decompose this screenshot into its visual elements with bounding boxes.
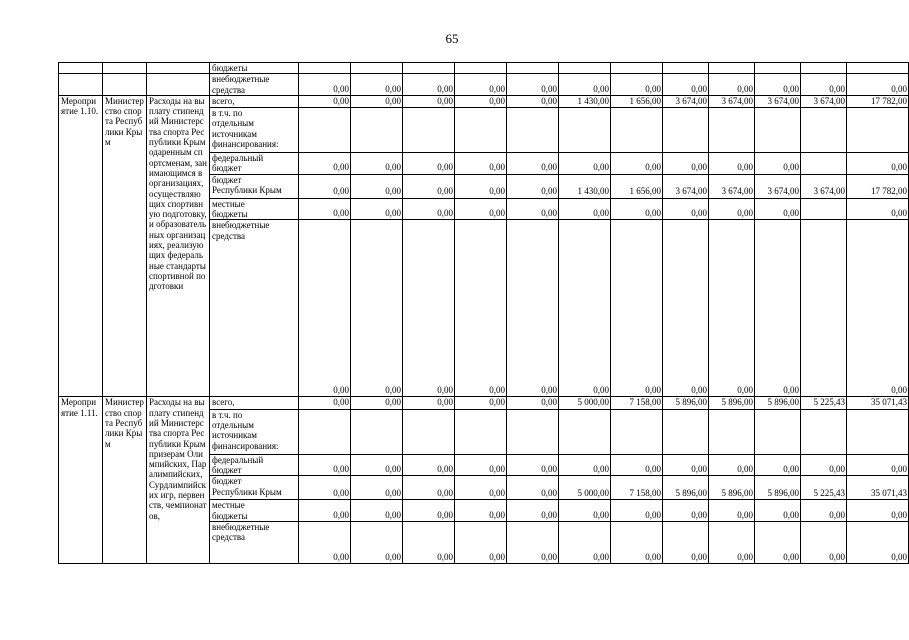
source-text: всего, <box>212 95 235 106</box>
source-text: федеральный бюджет <box>212 454 264 475</box>
value-cell: 0,00 <box>801 454 847 476</box>
source-cell <box>210 220 299 397</box>
source-cell <box>210 409 299 454</box>
value-cell: 0,00 <box>801 500 847 522</box>
value-cell: 0,00 <box>351 500 403 522</box>
value-cell: 0,00 <box>351 454 403 476</box>
value-cell: 0,00 <box>455 220 507 397</box>
measure-label: Мероприятие 1.10. <box>59 95 103 396</box>
value-cell: 0,00 <box>611 153 663 175</box>
value-cell: 0,00 <box>455 74 507 96</box>
value-cell: 0,00 <box>507 521 559 563</box>
value-cell: 0,00 <box>801 74 847 96</box>
table-body <box>59 63 909 564</box>
value-cell: 0,00 <box>455 521 507 563</box>
value-cell: 0,00 <box>403 397 455 409</box>
source-cell <box>210 108 299 153</box>
value-cell: 0,00 <box>299 220 351 397</box>
value-cell: 0,00 <box>351 476 403 500</box>
value-cell <box>611 63 663 74</box>
value-cell: 17 782,00 <box>847 174 909 198</box>
table-row <box>59 74 909 96</box>
value-cell: 0,00 <box>507 74 559 96</box>
value-cell: 5 896,00 <box>663 476 709 500</box>
value-cell: 1 430,00 <box>559 174 611 198</box>
value-cell: 0,00 <box>351 174 403 198</box>
value-cell: 0,00 <box>507 476 559 500</box>
value-cell: 0,00 <box>507 397 559 409</box>
value-cell: 0,00 <box>299 153 351 175</box>
value-cell <box>709 409 755 454</box>
value-cell: 0,00 <box>507 220 559 397</box>
value-cell: 0,00 <box>611 220 663 397</box>
value-cell: 0,00 <box>847 74 909 96</box>
value-cell <box>801 63 847 74</box>
value-cell: 0,00 <box>351 74 403 96</box>
value-cell <box>455 108 507 153</box>
value-cell: 5 896,00 <box>709 476 755 500</box>
empty-cell <box>59 74 103 96</box>
value-cell: 0,00 <box>663 153 709 175</box>
source-text: федеральный бюджет <box>212 153 264 174</box>
source-cell <box>210 500 299 522</box>
value-cell: 0,00 <box>455 153 507 175</box>
value-cell <box>755 63 801 74</box>
table-row <box>59 95 909 107</box>
value-cell: 0,00 <box>507 95 559 107</box>
empty-cell <box>59 63 103 74</box>
value-cell: 0,00 <box>847 220 909 397</box>
value-cell: 0,00 <box>455 476 507 500</box>
value-cell: 0,00 <box>611 454 663 476</box>
value-cell: 0,00 <box>403 500 455 522</box>
value-cell: 0,00 <box>755 198 801 220</box>
value-cell: 0,00 <box>351 521 403 563</box>
value-cell: 0,00 <box>559 74 611 96</box>
measure-executor: Министерство спорта Республики Крым <box>103 397 147 563</box>
source-cell <box>210 397 299 409</box>
value-cell: 5 000,00 <box>559 476 611 500</box>
value-cell: 0,00 <box>455 198 507 220</box>
value-cell: 17 782,00 <box>847 95 909 107</box>
source-cell <box>210 454 299 476</box>
value-cell: 5 000,00 <box>559 397 611 409</box>
value-cell: 0,00 <box>507 153 559 175</box>
measure-description: Расходы на выплату стипендий Министерства спорта Республики Крым призерам Олимпийских, Паралимпийских, Сурдлимпийских игр, первенств, чемпионатов, <box>147 397 210 563</box>
value-cell <box>351 63 403 74</box>
value-cell <box>663 63 709 74</box>
value-cell: 7 158,00 <box>611 397 663 409</box>
source-cell <box>210 521 299 563</box>
source-text: внебюджетные средства <box>212 521 270 543</box>
value-cell: 0,00 <box>455 174 507 198</box>
value-cell: 3 674,00 <box>709 95 755 107</box>
value-cell: 0,00 <box>611 521 663 563</box>
source-cell <box>210 198 299 220</box>
value-cell: 0,00 <box>403 521 455 563</box>
source-text: бюджет Республики Крым <box>212 476 282 497</box>
value-cell: 0,00 <box>403 95 455 107</box>
value-cell: 0,00 <box>755 74 801 96</box>
value-cell: 3 674,00 <box>709 174 755 198</box>
value-cell: 0,00 <box>663 74 709 96</box>
value-cell: 5 896,00 <box>755 476 801 500</box>
source-cell <box>210 476 299 500</box>
value-cell: 0,00 <box>299 174 351 198</box>
value-cell <box>507 409 559 454</box>
value-cell: 0,00 <box>559 500 611 522</box>
value-cell: 0,00 <box>559 454 611 476</box>
value-cell: 0,00 <box>299 521 351 563</box>
value-cell <box>403 409 455 454</box>
value-cell: 0,00 <box>351 198 403 220</box>
source-text: всего, <box>212 397 235 408</box>
value-cell: 0,00 <box>709 74 755 96</box>
value-cell: 0,00 <box>403 220 455 397</box>
measure-description: Расходы на выплату стипендий Министерства спорта Республики Крым одаренным спортсменам, занимающимся в организациях, осуществляющих спортивную подготовку, и образовательных организациях, реализующих федеральные стандарты спортивной подготовки <box>147 95 210 396</box>
value-cell: 0,00 <box>755 454 801 476</box>
value-cell <box>611 108 663 153</box>
measure-label: Мероприятие 1.11. <box>59 397 103 563</box>
value-cell <box>801 220 847 397</box>
value-cell: 0,00 <box>559 521 611 563</box>
value-cell: 0,00 <box>507 500 559 522</box>
value-cell: 0,00 <box>507 198 559 220</box>
source-cell <box>210 63 299 74</box>
value-cell <box>611 409 663 454</box>
value-cell: 0,00 <box>507 454 559 476</box>
value-cell: 0,00 <box>663 454 709 476</box>
value-cell: 0,00 <box>351 397 403 409</box>
value-cell: 0,00 <box>755 500 801 522</box>
value-cell: 35 071,43 <box>847 397 909 409</box>
budget-table <box>58 62 909 564</box>
source-text: местные бюджеты <box>212 500 248 521</box>
value-cell <box>299 63 351 74</box>
value-cell: 0,00 <box>351 95 403 107</box>
value-cell <box>709 108 755 153</box>
value-cell <box>403 63 455 74</box>
value-cell <box>299 108 351 153</box>
value-cell <box>801 153 847 175</box>
value-cell <box>559 108 611 153</box>
empty-cell <box>147 63 210 74</box>
value-cell: 0,00 <box>709 220 755 397</box>
value-cell: 5 225,43 <box>801 476 847 500</box>
value-cell: 0,00 <box>299 95 351 107</box>
value-cell: 0,00 <box>847 198 909 220</box>
source-text: бюджет Республики Крым <box>212 174 282 196</box>
value-cell: 0,00 <box>403 153 455 175</box>
value-cell <box>663 108 709 153</box>
source-text: местные бюджеты <box>212 198 248 220</box>
value-cell: 0,00 <box>403 74 455 96</box>
value-cell <box>403 108 455 153</box>
value-cell <box>299 409 351 454</box>
value-cell: 3 674,00 <box>663 174 709 198</box>
value-cell: 0,00 <box>455 500 507 522</box>
value-cell <box>847 108 909 153</box>
source-cell <box>210 153 299 175</box>
value-cell: 0,00 <box>755 521 801 563</box>
value-cell: 1 656,00 <box>611 95 663 107</box>
value-cell: 0,00 <box>351 153 403 175</box>
value-cell: 0,00 <box>299 198 351 220</box>
source-cell <box>210 174 299 198</box>
value-cell: 0,00 <box>847 521 909 563</box>
table-row <box>59 397 909 409</box>
empty-cell <box>103 63 147 74</box>
value-cell: 0,00 <box>847 153 909 175</box>
value-cell: 0,00 <box>299 454 351 476</box>
value-cell: 0,00 <box>559 220 611 397</box>
source-text: в т.ч. по отдельным источникам финансирования: <box>212 108 279 150</box>
value-cell <box>801 108 847 153</box>
value-cell: 0,00 <box>847 500 909 522</box>
value-cell: 5 896,00 <box>755 397 801 409</box>
value-cell: 35 071,43 <box>847 476 909 500</box>
value-cell: 0,00 <box>663 198 709 220</box>
value-cell: 0,00 <box>663 521 709 563</box>
value-cell: 0,00 <box>403 476 455 500</box>
empty-cell <box>103 74 147 96</box>
value-cell <box>755 409 801 454</box>
value-cell: 0,00 <box>611 198 663 220</box>
value-cell: 0,00 <box>709 521 755 563</box>
value-cell: 5 896,00 <box>663 397 709 409</box>
value-cell: 0,00 <box>755 153 801 175</box>
value-cell: 0,00 <box>801 521 847 563</box>
value-cell: 0,00 <box>611 74 663 96</box>
value-cell <box>755 108 801 153</box>
source-text: внебюджетные средства <box>212 220 270 241</box>
value-cell: 7 158,00 <box>611 476 663 500</box>
value-cell: 0,00 <box>847 454 909 476</box>
value-cell: 0,00 <box>299 74 351 96</box>
value-cell: 0,00 <box>299 500 351 522</box>
value-cell: 3 674,00 <box>801 174 847 198</box>
source-text: внебюджетные средства <box>212 74 270 95</box>
value-cell: 1 656,00 <box>611 174 663 198</box>
value-cell <box>507 108 559 153</box>
value-cell: 0,00 <box>559 153 611 175</box>
value-cell: 0,00 <box>455 397 507 409</box>
value-cell: 1 430,00 <box>559 95 611 107</box>
value-cell: 3 674,00 <box>755 174 801 198</box>
value-cell: 5 225,43 <box>801 397 847 409</box>
value-cell <box>663 409 709 454</box>
value-cell <box>455 409 507 454</box>
value-cell <box>847 63 909 74</box>
value-cell: 0,00 <box>351 220 403 397</box>
value-cell <box>559 409 611 454</box>
value-cell: 0,00 <box>507 174 559 198</box>
value-cell: 0,00 <box>755 220 801 397</box>
value-cell: 0,00 <box>299 476 351 500</box>
value-cell: 3 674,00 <box>663 95 709 107</box>
value-cell: 5 896,00 <box>709 397 755 409</box>
value-cell: 0,00 <box>611 500 663 522</box>
value-cell: 0,00 <box>663 500 709 522</box>
value-cell: 0,00 <box>403 454 455 476</box>
value-cell: 3 674,00 <box>755 95 801 107</box>
source-text: в т.ч. по отдельным источникам финансирования: <box>212 409 279 451</box>
source-cell <box>210 95 299 107</box>
value-cell: 0,00 <box>403 174 455 198</box>
empty-cell <box>147 74 210 96</box>
value-cell <box>801 409 847 454</box>
value-cell <box>351 409 403 454</box>
value-cell: 0,00 <box>455 454 507 476</box>
value-cell <box>801 198 847 220</box>
value-cell: 3 674,00 <box>801 95 847 107</box>
measure-executor: Министерство спорта Республики Крым <box>103 95 147 396</box>
source-text: бюджеты <box>212 63 248 73</box>
value-cell <box>709 63 755 74</box>
value-cell: 0,00 <box>299 397 351 409</box>
source-cell <box>210 74 299 96</box>
value-cell <box>351 108 403 153</box>
value-cell: 0,00 <box>709 500 755 522</box>
value-cell <box>847 409 909 454</box>
value-cell: 0,00 <box>709 198 755 220</box>
value-cell: 0,00 <box>663 220 709 397</box>
value-cell: 0,00 <box>403 198 455 220</box>
table-row <box>59 63 909 74</box>
page-number: 65 <box>445 31 459 46</box>
value-cell: 0,00 <box>559 198 611 220</box>
value-cell: 0,00 <box>709 454 755 476</box>
value-cell <box>455 63 507 74</box>
value-cell: 0,00 <box>709 153 755 175</box>
value-cell: 0,00 <box>455 95 507 107</box>
value-cell <box>559 63 611 74</box>
value-cell <box>507 63 559 74</box>
